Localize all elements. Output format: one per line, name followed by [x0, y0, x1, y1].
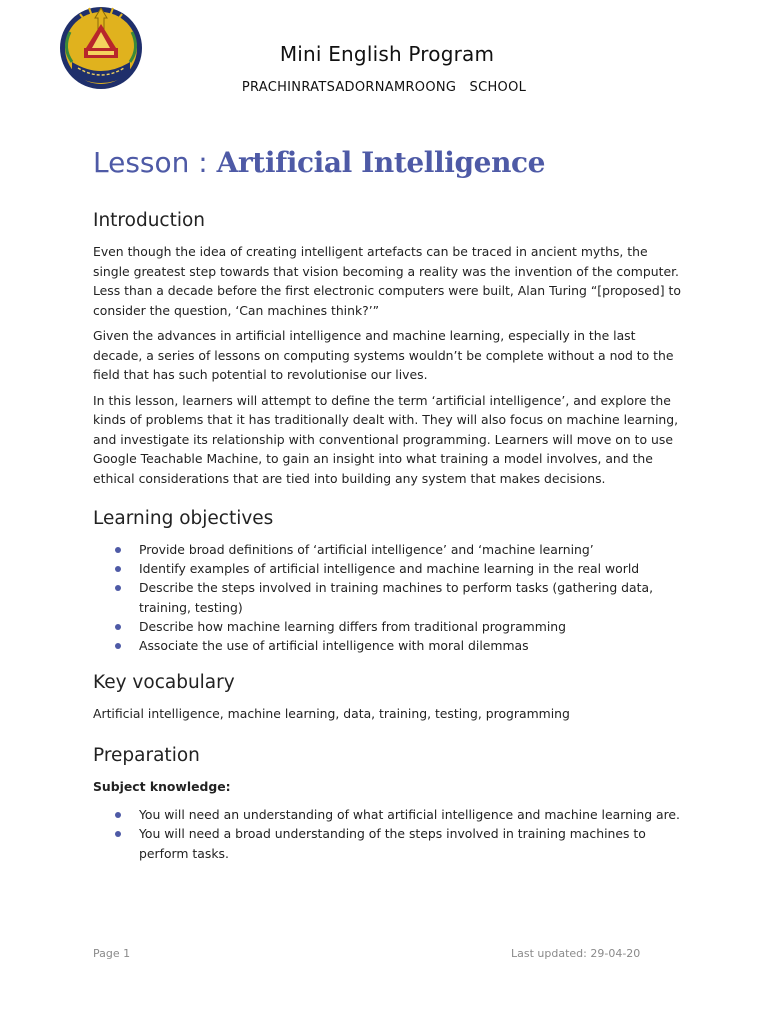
last-updated: Last updated: 29-04-20 — [511, 947, 641, 960]
list-item-text: You will need an understanding of what artificial intelligence and machine learning are. — [139, 807, 680, 823]
introduction-paragraph: In this lesson, learners will attempt to define the term ‘artificial intelligence’, and explore the kinds of problems that it has traditionally dealt with. They will also focus on machine learning, and investigate its relationship with conventional programming. Learners will move on to use Google Teachable Machine, to gain an insight into what training a model involves, and the ethical considerations that are tied into building any system that makes decisions. — [93, 392, 679, 486]
list-item — [139, 617, 683, 636]
list-item-text: Associate the use of artificial intelligence with moral dilemmas — [139, 638, 529, 654]
list-item — [139, 559, 683, 578]
preparation-list — [93, 805, 683, 863]
objectives-list — [93, 540, 683, 655]
learning-objectives-heading: Learning objectives — [93, 508, 274, 529]
preparation-section — [93, 745, 683, 863]
list-item — [139, 636, 683, 655]
bullet-icon — [115, 831, 121, 837]
page-number: Page 1 — [93, 947, 131, 960]
bullet-icon — [115, 585, 121, 591]
lesson-content — [93, 210, 683, 863]
lesson-prefix: Lesson : — [93, 146, 217, 179]
bullet-icon — [115, 547, 121, 553]
introduction-section — [93, 210, 683, 488]
list-item-text: Describe how machine learning differs from traditional programming — [139, 618, 566, 634]
bullet-icon — [115, 566, 121, 572]
list-item — [139, 805, 683, 824]
bullet-icon — [115, 643, 121, 649]
key-vocabulary-section — [93, 672, 683, 724]
lesson-name: Artificial Intelligence — [216, 146, 546, 179]
introduction-paragraph: Given the advances in artificial intelligence and machine learning, especially in the last decade, a series of lessons on computing systems wouldn’t be complete without a nod to the field that has such potential to revolutionise our lives. — [93, 328, 674, 382]
program-title: Mini English Program — [279, 42, 495, 66]
subject-knowledge-label: Subject knowledge: — [93, 778, 231, 794]
list-item-text: You will need a broad understanding of the steps involved in training machines to perform tasks. — [139, 826, 646, 861]
list-item — [139, 540, 683, 559]
learning-objectives-section — [93, 508, 683, 655]
school-name: PRACHINRATSADORNAMROONG SCHOOL — [241, 80, 527, 95]
list-item-text: Provide broad definitions of ‘artificial intelligence’ and ‘machine learning’ — [139, 542, 594, 557]
bullet-icon — [115, 812, 121, 818]
list-item-text: Identify examples of artificial intelligence and machine learning in the real world — [139, 561, 640, 577]
list-item — [139, 578, 683, 616]
preparation-heading: Preparation — [93, 744, 200, 766]
key-vocabulary-heading: Key vocabulary — [93, 672, 235, 694]
introduction-paragraph: Even though the idea of creating intelligent artefacts can be traced in ancient myths, the single greatest step towards that vision becoming a reality was the invention of the computer. Less than a decade before the first electronic computers were built, Alan Turing “[proposed] to consider the question, ‘Can machines think?’” — [93, 244, 681, 318]
list-item — [139, 824, 683, 862]
bullet-icon — [115, 624, 121, 630]
introduction-heading: Introduction — [93, 210, 206, 231]
lesson-title — [93, 146, 545, 179]
key-vocabulary-text: Artificial intelligence, machine learning, data, training, testing, programming — [93, 706, 570, 722]
list-item-text: Describe the steps involved in training machines to perform tasks (gathering data, training, testing) — [139, 580, 654, 615]
